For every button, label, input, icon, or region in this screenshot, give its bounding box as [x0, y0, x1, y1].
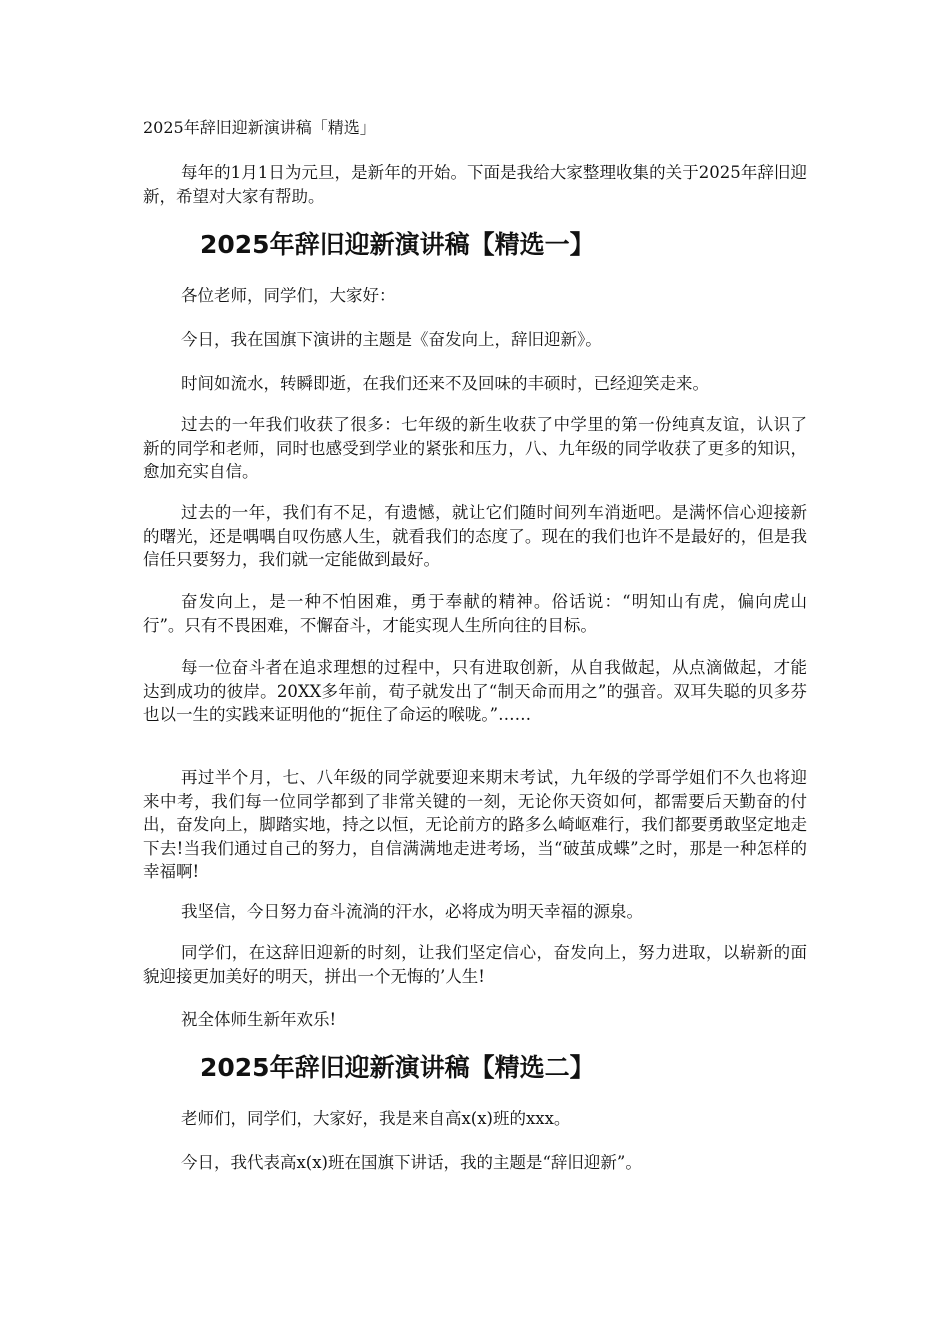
paragraph: 奋发向上，是一种不怕困难，勇于奉献的精神。俗话说：“明知山有虎，偏向虎山行”。只有不畏困难，不懈奋斗，才能实现人生所向往的目标。 [143, 592, 807, 635]
paragraph: 过去的一年，我们有不足，有遗憾，就让它们随时间列车消逝吧。是满怀信心迎接新的曙光，还是喁喁自叹伤感人生，就看我们的态度了。现在的我们也许不是最好的，但是我信任只要努力，我们就一定能做到最好。 [143, 503, 807, 569]
paragraph: 再过半个月，七、八年级的同学就要迎来期末考试，九年级的学哥学姐们不久也将迎来中考，我们每一位同学都到了非常关键的一刻，无论你天资如何，都需要后天勤奋的付出，奋发向上，脚踏实地，持之以恒，无论前方的路多么崎岖难行，我们都要勇敢坚定地走下去!当我们通过自己的努力，自信满满地走进考场，当“破茧成蝶”之时，那是一种怎样的幸福啊! [143, 768, 807, 881]
paragraph: 我坚信，今日努力奋斗流淌的汗水，必将成为明天幸福的源泉。 [181, 902, 643, 921]
paragraph: 时间如流水，转瞬即逝，在我们还来不及回味的丰硕时，已经迎笑走来。 [181, 374, 709, 393]
paragraph: 老师们，同学们，大家好，我是来自高x(x)班的xxx。 [181, 1109, 571, 1128]
paragraph: 过去的一年我们收获了很多：七年级的新生收获了中学里的第一份纯真友谊，认识了新的同学和老师，同时也感受到学业的紧张和压力，八、九年级的同学收获了更多的知识，愈加充实自信。 [143, 415, 807, 481]
document-title: 2025年辞旧迎新演讲稿「精选」 [143, 118, 376, 137]
paragraph: 各位老师，同学们，大家好： [181, 286, 396, 305]
intro-paragraph: 每年的1月1日为元旦，是新年的开始。下面是我给大家整理收集的关于2025年辞旧迎新，希望对大家有帮助。 [143, 163, 807, 206]
section-heading-2: 2025年辞旧迎新演讲稿【精选二】 [200, 1053, 595, 1082]
section-heading-1: 2025年辞旧迎新演讲稿【精选一】 [200, 230, 595, 259]
paragraph: 每一位奋斗者在追求理想的过程中，只有进取创新，从自我做起，从点滴做起，才能达到成功的彼岸。20XX多年前，荀子就发出了“制天命而用之”的强音。双耳失聪的贝多芬也以一生的实践来证明他的“扼住了命运的喉咙。”…… [143, 658, 807, 724]
paragraph: 同学们，在这辞旧迎新的时刻，让我们坚定信心，奋发向上，努力进取，以崭新的面貌迎接更加美好的明天，拼出一个无悔的’人生! [143, 943, 807, 986]
paragraph: 今日，我在国旗下演讲的主题是《奋发向上，辞旧迎新》。 [181, 330, 602, 349]
paragraph: 今日，我代表高x(x)班在国旗下讲话，我的主题是“辞旧迎新”。 [181, 1153, 642, 1172]
paragraph: 祝全体师生新年欢乐! [181, 1010, 337, 1029]
